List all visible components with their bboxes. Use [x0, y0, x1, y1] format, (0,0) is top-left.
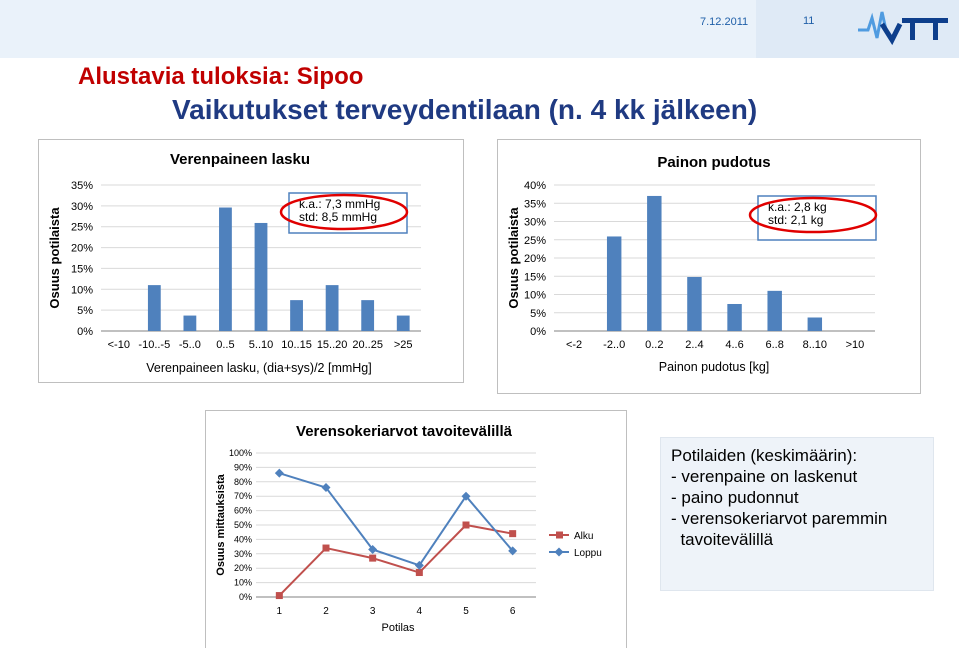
x-tick-label: 20..25 — [352, 339, 383, 351]
x-tick-label: 4..6 — [725, 339, 744, 351]
summary-box — [660, 437, 934, 591]
x-tick-label: 6 — [509, 606, 516, 617]
y-tick-label: 20% — [233, 563, 252, 574]
x-tick-label: 5..10 — [248, 339, 274, 351]
y-tick-label: 10% — [70, 284, 93, 297]
y-tick-label: 20% — [523, 253, 546, 265]
bar — [687, 277, 701, 331]
vtt-logo — [856, 4, 952, 48]
data-point — [463, 522, 470, 529]
weight-loss-chart — [498, 140, 920, 393]
summary-line: - verensokeriarvot paremmin — [671, 509, 888, 528]
summary-line: Potilaiden (keskimäärin): — [671, 446, 858, 465]
legend-marker — [555, 548, 564, 557]
x-tick-label: <-10 — [107, 339, 130, 351]
annotation-text: std: 8,5 mmHg — [299, 210, 378, 224]
x-tick-label: 6..8 — [765, 339, 784, 351]
bar — [767, 291, 781, 331]
y-tick-label: 60% — [233, 505, 252, 516]
chart-title: Painon pudotus — [657, 154, 771, 171]
y-axis-label: Osuus mittauksista — [215, 474, 227, 576]
y-tick-label: 40% — [233, 534, 252, 545]
legend-marker — [556, 532, 563, 539]
x-tick-label: 0..5 — [216, 339, 235, 351]
y-tick-label: 5% — [530, 307, 546, 320]
y-tick-label: 40% — [523, 180, 546, 192]
y-tick-label: 15% — [523, 271, 546, 284]
x-tick-label: 15..20 — [316, 339, 348, 351]
y-tick-label: 100% — [228, 448, 252, 458]
x-axis-label: Verenpaineen lasku, (dia+sys)/2 [mmHg] — [146, 361, 372, 375]
x-tick-label: 4 — [416, 606, 423, 617]
x-tick-label: 5 — [463, 606, 469, 617]
blood-sugar-chart — [206, 411, 626, 648]
x-tick-label: 2 — [323, 606, 329, 617]
x-axis-label: Potilas — [381, 622, 415, 634]
summary-line: - verenpaine on laskenut — [671, 467, 858, 486]
y-tick-label: 25% — [523, 234, 546, 247]
y-tick-label: 10% — [523, 289, 546, 302]
slide-title: Alustavia tuloksia: Sipoo — [78, 63, 364, 90]
x-tick-label: 2..4 — [685, 339, 704, 351]
y-tick-label: 10% — [233, 577, 252, 588]
bar — [727, 304, 741, 331]
blood-pressure-chart — [39, 140, 463, 382]
bar — [255, 223, 268, 331]
legend-label: Alku — [574, 531, 594, 542]
bar — [183, 316, 196, 331]
y-tick-label: 30% — [233, 548, 252, 559]
chart-panel-blood-pressure — [38, 139, 464, 383]
x-tick-label: >10 — [845, 339, 865, 351]
bar — [397, 316, 410, 331]
bar — [219, 208, 232, 331]
chart-title: Verensokeriarvot tavoitevälillä — [296, 423, 512, 440]
bar — [290, 300, 303, 331]
bar — [326, 285, 339, 331]
x-tick-label: -5..0 — [178, 339, 201, 351]
annotation-text: k.a.: 7,3 mmHg — [299, 197, 381, 211]
y-tick-label: 0% — [530, 326, 546, 338]
y-axis-label: Osuus potilaista — [47, 207, 62, 309]
y-tick-label: 90% — [233, 462, 252, 473]
y-tick-label: 5% — [77, 305, 93, 318]
x-tick-label: <-2 — [565, 339, 583, 351]
y-tick-label: 50% — [233, 520, 252, 530]
x-tick-label: >25 — [393, 339, 413, 351]
x-axis-label: Painon pudotus [kg] — [658, 360, 770, 374]
y-tick-label: 25% — [70, 221, 93, 234]
legend-label: Loppu — [574, 548, 602, 559]
x-tick-label: 1 — [276, 606, 283, 617]
x-tick-label: 3 — [369, 606, 376, 617]
series-line-alku — [279, 525, 512, 596]
y-tick-label: 20% — [70, 242, 93, 255]
bar — [607, 236, 621, 331]
y-tick-label: 15% — [70, 263, 93, 276]
chart-panel-weight-loss — [497, 139, 921, 394]
summary-line: - paino pudonnut — [671, 488, 799, 507]
y-tick-label: 30% — [523, 216, 546, 229]
y-tick-label: 0% — [77, 326, 93, 338]
y-tick-label: 70% — [233, 491, 252, 502]
annotation-text: k.a.: 2,8 kg — [768, 200, 827, 214]
y-tick-label: 0% — [238, 592, 252, 602]
y-tick-label: 35% — [70, 180, 93, 192]
y-tick-label: 30% — [70, 200, 93, 213]
annotation-text: std: 2,1 kg — [768, 213, 824, 227]
header-band — [0, 0, 756, 58]
data-point — [416, 569, 423, 576]
bar — [647, 196, 661, 331]
data-point — [369, 555, 376, 562]
x-tick-label: 0..2 — [645, 339, 664, 351]
series-line-loppu — [279, 473, 512, 565]
slide-date: 7.12.2011 — [700, 16, 749, 28]
y-tick-label: 35% — [523, 198, 546, 211]
x-tick-label: 10..15 — [281, 339, 312, 351]
x-tick-label: -2..0 — [603, 339, 626, 351]
data-point — [275, 469, 284, 478]
header-bar — [0, 0, 959, 58]
page-number: 11 — [803, 15, 815, 27]
chart-panel-blood-sugar — [205, 410, 627, 648]
chart-title: Verenpaineen lasku — [169, 151, 311, 168]
y-axis-label: Osuus potilaista — [506, 207, 521, 309]
slide-subtitle: Vaikutukset terveydentilaan (n. 4 kk jälkeen) — [172, 94, 758, 125]
bar — [361, 300, 374, 331]
summary-line: tavoitevälillä — [671, 530, 774, 549]
x-tick-label: 8..10 — [802, 339, 828, 351]
data-point — [276, 592, 283, 599]
bar — [148, 285, 161, 331]
data-point — [509, 530, 516, 537]
y-tick-label: 80% — [233, 476, 252, 487]
x-tick-label: -10..-5 — [138, 339, 171, 351]
data-point — [323, 545, 330, 552]
bar — [808, 317, 822, 331]
